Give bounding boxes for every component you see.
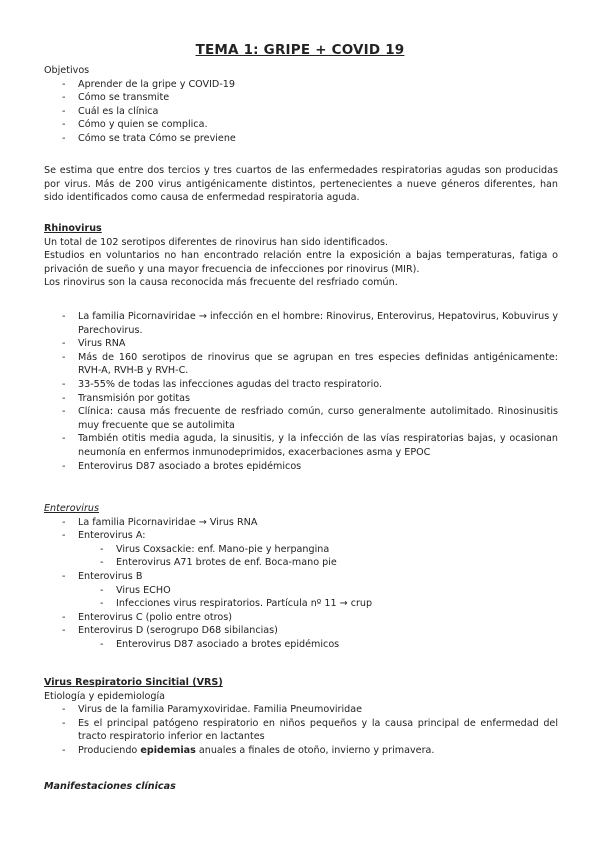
list-item: - Cuál es la clínica bbox=[44, 105, 558, 119]
list-item: - Enterovirus D87 asociado a brotes epidémicos bbox=[44, 460, 558, 474]
vrs-item-text: anuales a finales de otoño, invierno y primavera. bbox=[195, 744, 435, 756]
list-item: - Cómo se trata Cómo se previene bbox=[44, 132, 558, 146]
list-item: - También otitis media aguda, la sinusitis, y la infección de las vías respiratorias bajas, y ocasionan neumonía en enfermos inmunodeprimidos, exacerbaciones asma y EPOC bbox=[44, 432, 558, 459]
vrs-section bbox=[44, 676, 558, 758]
vrs-heading: Virus Respiratorio Sincitial (VRS) bbox=[44, 677, 223, 688]
list-item: - Es el principal patógeno respiratorio en niños pequeños y la causa principal de enfermedad del tracto respiratorio inferior en lactantes bbox=[44, 717, 558, 744]
list-item: - Enterovirus D (serogrupo D68 sibilancias) bbox=[44, 624, 558, 638]
rhinovirus-paragraph: Un total de 102 serotipos diferentes de rinovirus han sido identificados. bbox=[44, 236, 389, 248]
rhinovirus-paragraph: Estudios en voluntarios no han encontrado relación entre la exposición a bajas temperaturas, fatiga o privación de sueño y una mayor frecuencia de infecciones por rinovirus (MIR). bbox=[44, 250, 558, 275]
vrs-list bbox=[44, 703, 558, 757]
enterovirus-list bbox=[44, 516, 558, 543]
list-item: - Enterovirus D87 asociado a brotes epidémicos bbox=[44, 638, 558, 652]
list-item: - Transmisión por gotitas bbox=[44, 392, 558, 406]
objectives-label: Objetivos bbox=[44, 65, 90, 76]
list-item: - Enterovirus A71 brotes de enf. Boca-mano pie bbox=[44, 556, 558, 570]
list-item: - Enterovirus C (polio entre otros) bbox=[44, 611, 558, 625]
list-item: - Clínica: causa más frecuente de resfriado común, curso generalmente autolimitado. Rinosinusitis muy frecuente que se autolimita bbox=[44, 405, 558, 432]
objectives-list bbox=[44, 78, 558, 146]
vrs-subheading: Etiología y epidemiología bbox=[44, 690, 166, 702]
vrs-item-bold: epidemias bbox=[140, 744, 196, 756]
rhinovirus-heading: Rhinovirus bbox=[44, 223, 102, 234]
enterovirus-a-sublist bbox=[44, 543, 558, 570]
list-item: - La familia Picornaviridae → Virus RNA bbox=[44, 516, 558, 530]
list-item: - 33-55% de todas las infecciones agudas del tracto respiratorio. bbox=[44, 378, 558, 392]
rhinovirus-list-block bbox=[44, 310, 558, 473]
list-item: - Virus RNA bbox=[44, 337, 558, 351]
list-item: - Cómo se transmite bbox=[44, 91, 558, 105]
manifestaciones-section bbox=[44, 780, 558, 794]
enterovirus-list-cont bbox=[44, 570, 558, 584]
list-item: - Virus de la familia Paramyxoviridae. Familia Pneumoviridae bbox=[44, 703, 558, 717]
manifestaciones-heading: Manifestaciones clínicas bbox=[44, 781, 176, 792]
vrs-item-text: Produciendo bbox=[78, 744, 141, 756]
rhinovirus-paragraph: Los rinovirus son la causa reconocida más frecuente del resfriado común. bbox=[44, 277, 398, 289]
list-item: - Cómo y quien se complica. bbox=[44, 118, 558, 132]
rhinovirus-list bbox=[44, 310, 558, 473]
enterovirus-heading: Enterovirus bbox=[44, 503, 99, 514]
enterovirus-d-sublist bbox=[44, 638, 558, 652]
list-item: - Enterovirus B bbox=[44, 570, 558, 584]
list-item bbox=[44, 744, 558, 758]
list-item: - Más de 160 serotipos de rinovirus que se agrupan en tres especies definidas antigénicamente: RVH-A, RVH-B y RVH-C. bbox=[44, 351, 558, 378]
intro-paragraph: Se estima que entre dos tercios y tres cuartos de las enfermedades respiratorias agudas son producidas por virus. Más de 200 virus antigénicamente distintos, pertenecientes a nueve géneros diferentes, han sido identificados como causa de enfermedad respiratoria aguda. bbox=[44, 165, 558, 204]
list-item: - La familia Picornaviridae → infección en el hombre: Rinovirus, Enterovirus, Hepatovirus, Kobuvirus y Parechovirus. bbox=[44, 310, 558, 337]
objectives-section bbox=[44, 64, 558, 146]
enterovirus-b-sublist bbox=[44, 584, 558, 611]
list-item: - Aprender de la gripe y COVID-19 bbox=[44, 78, 558, 92]
rhinovirus-section bbox=[44, 222, 558, 290]
enterovirus-section bbox=[44, 502, 558, 652]
list-item: - Virus Coxsackie: enf. Mano-pie y herpangina bbox=[44, 543, 558, 557]
enterovirus-list-cont bbox=[44, 611, 558, 638]
list-item: - Virus ECHO bbox=[44, 584, 558, 598]
page-title: TEMA 1: GRIPE + COVID 19 bbox=[195, 42, 405, 58]
list-item: - Infecciones virus respiratorios. Partícula nº 11 → crup bbox=[44, 597, 558, 611]
list-item: - Enterovirus A: bbox=[44, 529, 558, 543]
